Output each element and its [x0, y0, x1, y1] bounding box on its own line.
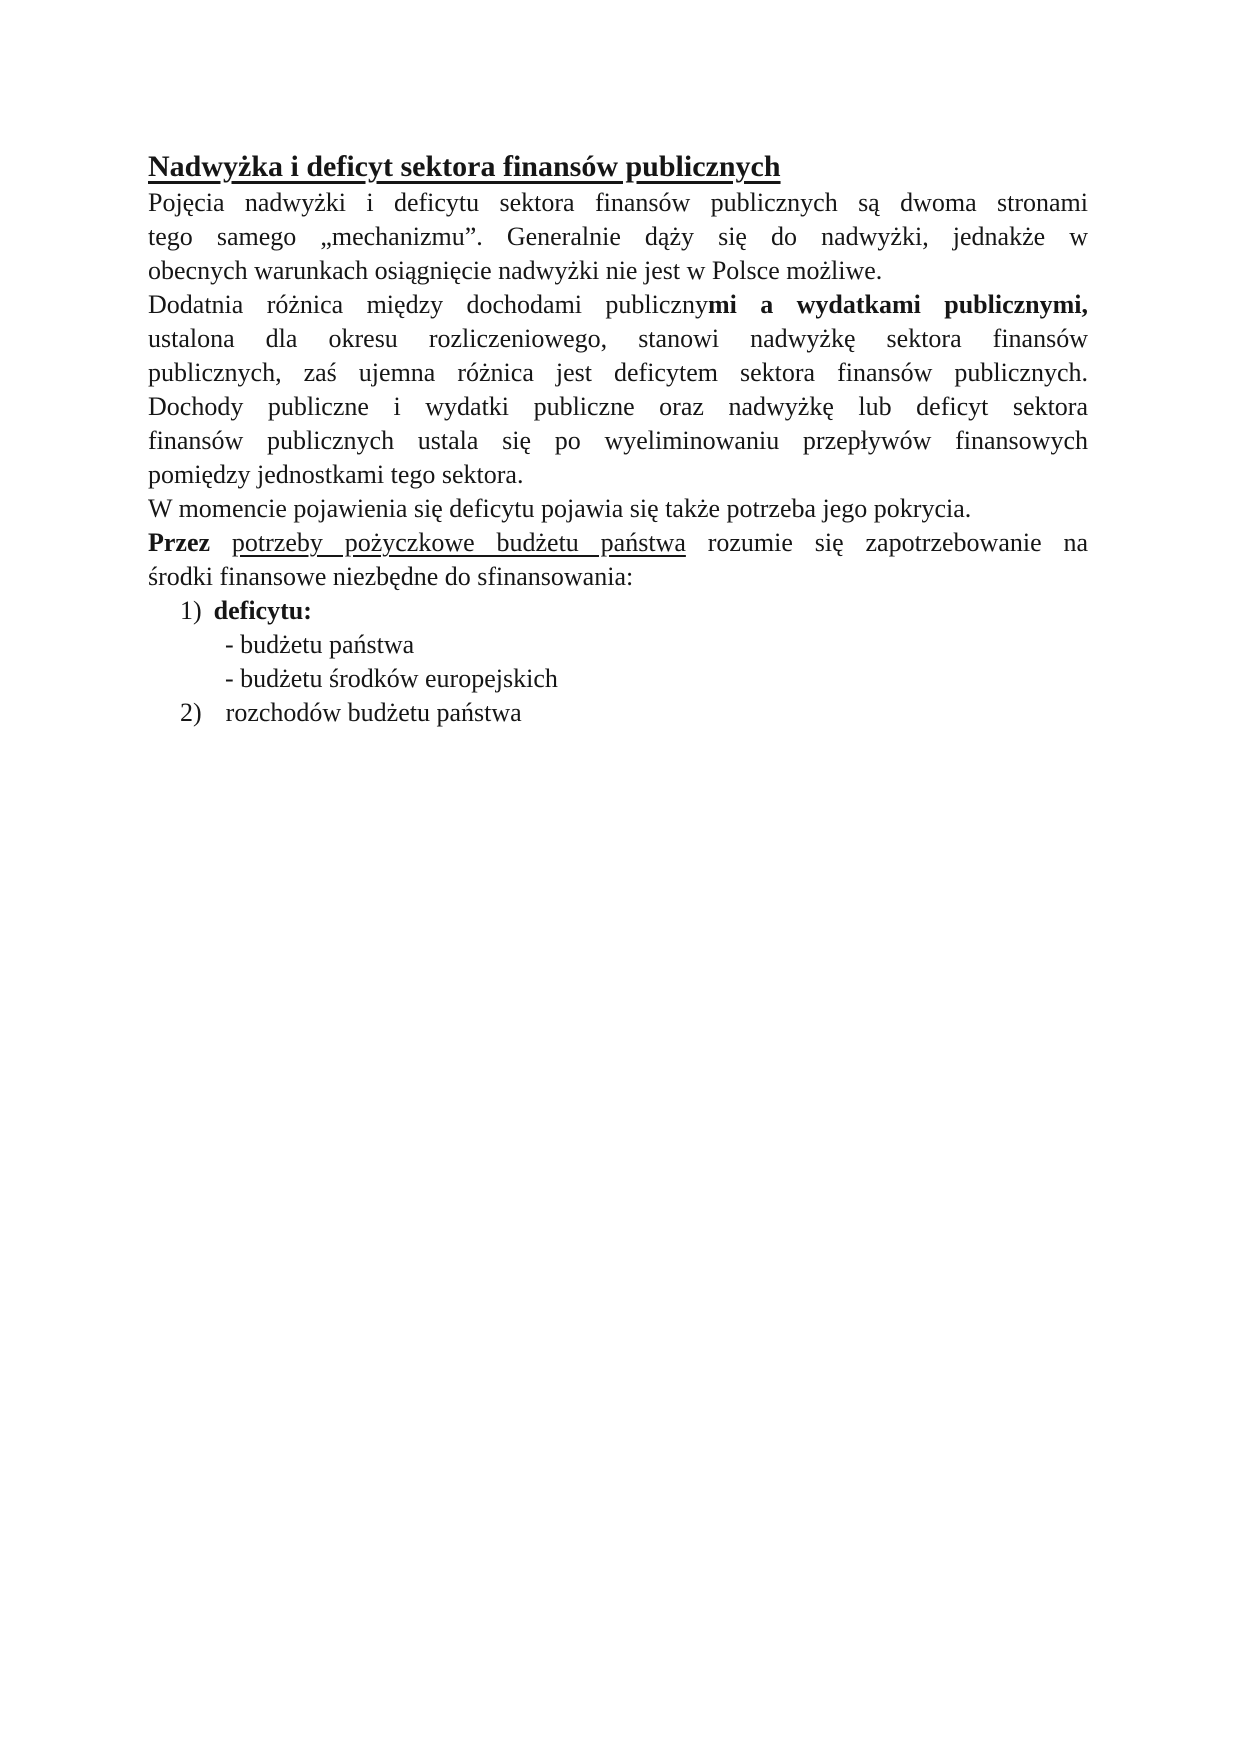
- list-item-1-sub-1: - budżetu państwa: [225, 630, 415, 659]
- para2-line6: pomiędzy jednostkami tego sektora.: [148, 460, 524, 489]
- para3-line1: W momencie pojawienia się deficytu pojawia się także potrzeba jego pokrycia.: [148, 494, 972, 523]
- para1-line3: obecnych warunkach osiągnięcie nadwyżki nie jest w Polsce możliwe.: [148, 256, 883, 285]
- para4-line1: [148, 526, 1088, 560]
- para2-line1-bold-segment: mi a wydatkami publicznymi,: [707, 290, 1088, 319]
- list-item-1-sub-2: - budżetu środków europejskich: [225, 664, 558, 693]
- para4-bold-word: Przez: [148, 528, 232, 557]
- document-title-text: Nadwyżka i deficyt sektora finansów publicznych: [148, 150, 781, 183]
- para1-line2: tego samego „mechanizmu”. Generalnie dąży się do nadwyżki, jednakże w: [148, 222, 1088, 251]
- para2-line3: publicznych, zaś ujemna różnica jest deficytem sektora finansów publicznych.: [148, 358, 1088, 387]
- list-item-2-label: rozchodów budżetu państwa: [225, 698, 522, 727]
- para4-underlined-phrase: potrzeby pożyczkowe budżetu państwa: [231, 528, 686, 557]
- para4-line1-rest: rozumie się zapotrzebowanie na: [685, 528, 1088, 557]
- document-title: [148, 148, 1088, 186]
- list-item-1-number: 1): [180, 596, 202, 625]
- list-item-1: [148, 594, 1088, 628]
- para2-line2: ustalona dla okresu rozliczeniowego, stanowi nadwyżkę sektora finansów: [148, 324, 1088, 353]
- para2-line1-regular: Dodatnia różnica między dochodami publiczny: [148, 290, 708, 319]
- list-item-1-label: deficytu:: [213, 596, 312, 625]
- list-item-2-number: 2): [180, 698, 202, 727]
- para1-line1: Pojęcia nadwyżki i deficytu sektora finansów publicznych są dwoma stronami: [148, 188, 1088, 217]
- list-item-2: [148, 696, 1088, 730]
- para4-line2: środki finansowe niezbędne do sfinansowania:: [148, 562, 634, 591]
- para2-line1: [148, 288, 1088, 322]
- para2-line5: finansów publicznych ustala się po wyeliminowaniu przepływów finansowych: [148, 426, 1088, 455]
- text-block: [148, 148, 1088, 730]
- para2-line4: Dochody publiczne i wydatki publiczne oraz nadwyżkę lub deficyt sektora: [148, 392, 1088, 421]
